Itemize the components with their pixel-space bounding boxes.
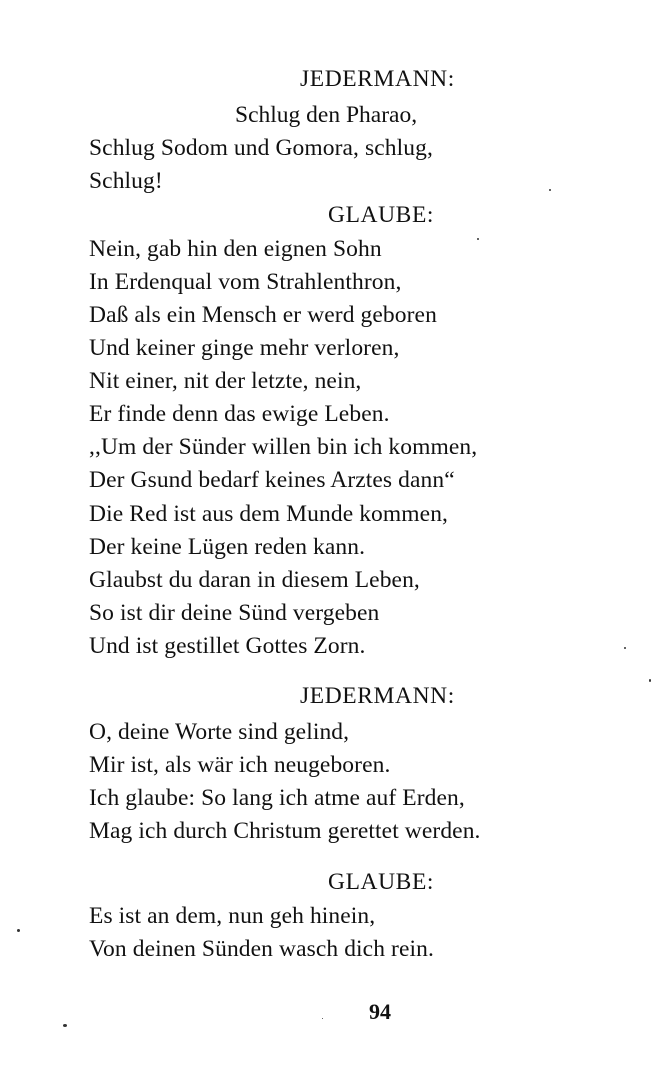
verse-line: Mag ich durch Christum gerettet werden. <box>89 818 481 844</box>
verse-line: Von deinen Sünden wasch dich rein. <box>89 936 434 962</box>
verse-line: Glaubst du daran in diesem Leben, <box>89 567 420 593</box>
verse-line: Er finde denn das ewige Leben. <box>89 401 390 427</box>
verse-line: Mir ist, als wär ich neugeboren. <box>89 752 391 778</box>
scan-speck <box>63 1024 67 1027</box>
page-number: 94 <box>369 999 391 1024</box>
verse-line: Es ist an dem, nun geh hinein, <box>89 903 376 929</box>
scan-speck <box>549 189 551 191</box>
verse-line: ,,Um der Sünder willen bin ich kommen, <box>89 434 478 460</box>
verse-line: In Erdenqual vom Strahlenthron, <box>89 269 402 295</box>
speaker-name: JEDERMANN: <box>300 66 455 92</box>
scan-speck <box>322 1018 323 1019</box>
verse-line: Nein, gab hin den eignen Sohn <box>89 236 382 262</box>
speaker-name: JEDERMANN: <box>300 683 455 709</box>
verse-line: Der keine Lügen reden kann. <box>89 534 366 560</box>
scan-speck <box>17 929 20 932</box>
speaker-name: GLAUBE: <box>328 869 435 895</box>
speaker-name: GLAUBE: <box>328 202 435 228</box>
verse-line: O, deine Worte sind gelind, <box>89 719 350 745</box>
verse-line: Und keiner ginge mehr verloren, <box>89 335 400 361</box>
verse-line: Schlug! <box>89 168 163 194</box>
scan-speck <box>624 647 626 649</box>
verse-line: Die Red ist aus dem Munde kommen, <box>89 501 449 527</box>
scan-speck <box>477 238 479 240</box>
verse-line: Schlug den Pharao, <box>235 102 418 128</box>
verse-line: Schlug Sodom und Gomora, schlug, <box>89 135 433 161</box>
verse-line: So ist dir deine Sünd vergeben <box>89 600 380 626</box>
verse-line: Nit einer, nit der letzte, nein, <box>89 368 362 394</box>
scan-speck <box>649 679 651 682</box>
verse-line: Ich glaube: So lang ich atme auf Erden, <box>89 785 465 811</box>
verse-line: Daß als ein Mensch er werd geboren <box>89 302 437 328</box>
verse-line: Und ist gestillet Gottes Zorn. <box>89 633 366 659</box>
verse-line: Der Gsund bedarf keines Arztes dann“ <box>89 467 455 493</box>
